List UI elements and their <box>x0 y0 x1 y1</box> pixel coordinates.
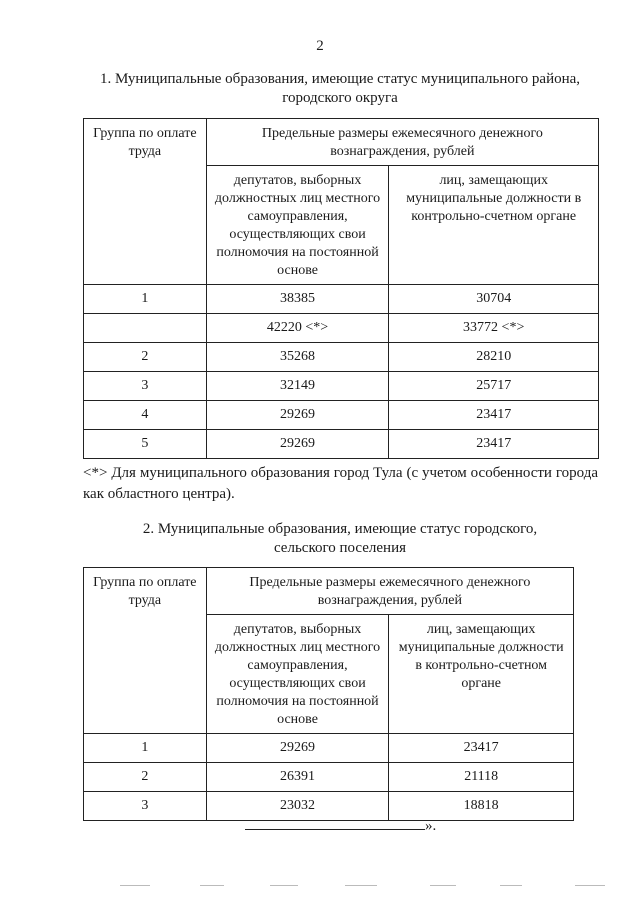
table-row <box>84 734 574 763</box>
deputies-value: 29269 <box>206 430 389 459</box>
group-cell: 3 <box>84 372 207 401</box>
group-cell: 1 <box>84 734 207 763</box>
group-cell: 4 <box>84 401 207 430</box>
group-cell: 2 <box>84 343 207 372</box>
deputies-value: 29269 <box>206 734 389 763</box>
group-cell <box>84 314 207 343</box>
deputies-value: 35268 <box>206 343 389 372</box>
closing-line <box>245 818 436 835</box>
control-value: 25717 <box>389 372 599 401</box>
section2-title-line2: сельского поселения <box>273 540 407 556</box>
table-row <box>84 372 599 401</box>
section1-title-line1: 1. Муниципальные образования, имеющие статус муниципального района, <box>99 71 581 87</box>
deputies-value: 23032 <box>206 792 389 821</box>
salary-table-settlements <box>83 567 574 821</box>
section1-title <box>60 70 620 108</box>
scan-speck <box>120 885 150 886</box>
table-row <box>84 314 599 343</box>
control-value: 23417 <box>389 401 599 430</box>
control-value: 33772 <*> <box>389 314 599 343</box>
deputies-value: 32149 <box>206 372 389 401</box>
table-row <box>84 343 599 372</box>
header-group: Группа по оплате труда <box>84 568 207 734</box>
group-cell: 1 <box>84 285 207 314</box>
deputies-value: 29269 <box>206 401 389 430</box>
table-row <box>84 401 599 430</box>
group-cell: 5 <box>84 430 207 459</box>
table-row <box>84 430 599 459</box>
control-value: 28210 <box>389 343 599 372</box>
salary-table-districts <box>83 118 599 459</box>
table-row <box>84 792 574 821</box>
header-limits: Предельные размеры ежемесячного денежного вознаграждения, рублей <box>206 568 573 615</box>
header-group: Группа по оплате труда <box>84 119 207 285</box>
page-number: 2 <box>316 38 324 54</box>
control-value: 23417 <box>389 734 574 763</box>
scan-speck <box>500 885 522 886</box>
scan-speck <box>200 885 224 886</box>
control-value: 18818 <box>389 792 574 821</box>
scan-speck <box>430 885 456 886</box>
header-control: лиц, замещающих муниципальные должности в контрольно-счетном органе <box>389 166 599 285</box>
deputies-value: 26391 <box>206 763 389 792</box>
header-control: лиц, замещающих муниципальные должности в контрольно-счетном органе <box>389 615 574 734</box>
header-limits: Предельные размеры ежемесячного денежного вознаграждения, рублей <box>206 119 598 166</box>
scan-speck <box>345 885 377 886</box>
control-value: 21118 <box>389 763 574 792</box>
group-cell: 2 <box>84 763 207 792</box>
footnote: <*> Для муниципального образования город Тула (с учетом особенности города как областного центра). <box>83 465 598 502</box>
header-deputies: депутатов, выборных должностных лиц местного самоуправления, осуществляющих свои полномочия на постоянной основе <box>206 615 389 734</box>
scan-speck <box>270 885 298 886</box>
control-value: 30704 <box>389 285 599 314</box>
deputies-value: 42220 <*> <box>206 314 389 343</box>
section2-title-line1: 2. Муниципальные образования, имеющие статус городского, <box>142 521 538 537</box>
table-row <box>84 763 574 792</box>
scan-specks <box>0 885 640 889</box>
section2-title <box>60 520 620 558</box>
header-deputies: депутатов, выборных должностных лиц местного самоуправления, осуществляющих свои полномочия на постоянной основе <box>206 166 389 285</box>
scan-speck <box>575 885 605 886</box>
signature-rule <box>245 829 425 830</box>
closing-quote: ». <box>425 818 437 834</box>
table-row <box>84 285 599 314</box>
deputies-value: 38385 <box>206 285 389 314</box>
section1-title-line2: городского округа <box>282 90 398 106</box>
control-value: 23417 <box>389 430 599 459</box>
group-cell: 3 <box>84 792 207 821</box>
